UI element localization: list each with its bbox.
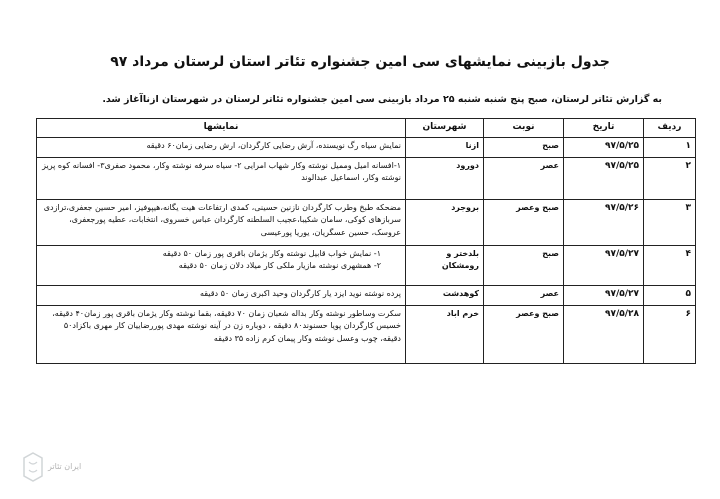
row-date: ۹۷/۵/۲۷ [564, 285, 644, 305]
row-number: ۴ [644, 245, 696, 285]
row-time: صبح وعصر [484, 199, 564, 245]
show-item: ۲- همشهری نوشته مازیار ملکی کار میلاد دلان زمان ۵۰ دقیقه [178, 261, 381, 271]
row-date: ۹۷/۵/۲۸ [564, 305, 644, 363]
row-time: عصر [484, 157, 564, 199]
table-row [37, 245, 696, 285]
document-subtitle: به گزارش تئاتر لرستان، صبح پنج شنبه شنبه ۲۵ مرداد بازبینی سی امین جشنواره تئاتر لرستان در شهرستان ازناآغاز شد. [102, 94, 662, 105]
row-date: ۹۷/۵/۲۶ [564, 199, 644, 245]
row-date: ۹۷/۵/۲۵ [564, 157, 644, 199]
row-city: بلدختر و رومشکان [406, 245, 484, 285]
row-number: ۳ [644, 199, 696, 245]
row-time: عصر [484, 285, 564, 305]
header-time: نوبت [484, 119, 564, 138]
row-number: ۲ [644, 157, 696, 199]
schedule-table [36, 118, 696, 364]
row-number: ۵ [644, 285, 696, 305]
document-title: جدول بازبینی نمایشهای سی امین جشنواره تئاتر استان لرستان مرداد ۹۷ [110, 54, 610, 70]
table-row [37, 285, 696, 305]
table-row [37, 305, 696, 363]
row-city: دورود [406, 157, 484, 199]
row-shows: مضحکه طبخ وطرب کارگردان نازنین حسینی، کمدی ارتفاعات هیت یگانه،هیپوفیز، امیر حسین جعفری،ترازدی سربازهای کوکی، سامان شکیبا،عجیب السلطنه کارگردان عباس خسروی، انتخابات، عطیه پورجعفری، عروسک، حسین عسگریان، یوریا پورعیسی [37, 199, 406, 245]
table-row [37, 137, 696, 157]
row-date: ۹۷/۵/۲۵ [564, 137, 644, 157]
row-city: بروجرد [406, 199, 484, 245]
header-shows: نمایشها [37, 119, 406, 138]
row-number: ۶ [644, 305, 696, 363]
table-header-row [37, 119, 696, 138]
theater-logo-icon [22, 452, 44, 482]
header-city: شهرستان [406, 119, 484, 138]
row-time: صبح وعصر [484, 305, 564, 363]
watermark-logo [22, 445, 102, 489]
table-row [37, 157, 696, 199]
row-shows [37, 245, 406, 285]
row-city: ازنا [406, 137, 484, 157]
logo-text: ایران تئاتر [48, 462, 82, 472]
header-row-number: ردیف [644, 119, 696, 138]
row-shows: نمایش سیاه رگ نویسنده، آرش رضایی کارگردان، ارش رضایی زمان۶۰ دقیقه [37, 137, 406, 157]
row-shows: ۱-افسانه امیل وممیل نوشته وکار شهاب امرایی ۲- سیاه سرفه نوشته وکار، محمود صفری۳- افسانه کوه پریز نوشته وکار، اسماعیل عبدالوند [37, 157, 406, 199]
row-shows: پرده نوشته نوید ایزد یار کارگردان وحید اکبری زمان ۵۰ دقیقه [37, 285, 406, 305]
table-row [37, 199, 696, 245]
row-date: ۹۷/۵/۲۷ [564, 245, 644, 285]
row-shows: سکرت وساطور نوشته وکار بداله شعبان زمان ۷۰ دقیقه، بقما نوشته وکار یژمان باقری پور زمان۴۰ دقیقه، خسیس کارگردان پویا حسنوند۸۰ دقیقه ، دوباره زن در آینه نوشته مهدی پوررضاییان کار مهری باکزاد۵۰ دقیقه، چوب وعسل نوشته وکار پیمان کرم زاده ۳۵ دقیقه [37, 305, 406, 363]
row-time: صبح [484, 137, 564, 157]
show-item: ۱- نمایش خواب قابیل نوشته وکار یژمان باقری پور زمان ۵۰ دقیقه [162, 248, 381, 258]
row-time: صبح [484, 245, 564, 285]
header-date: تاریخ [564, 119, 644, 138]
row-number: ۱ [644, 137, 696, 157]
row-city: خرم اباد [406, 305, 484, 363]
row-city: کوهدشت [406, 285, 484, 305]
